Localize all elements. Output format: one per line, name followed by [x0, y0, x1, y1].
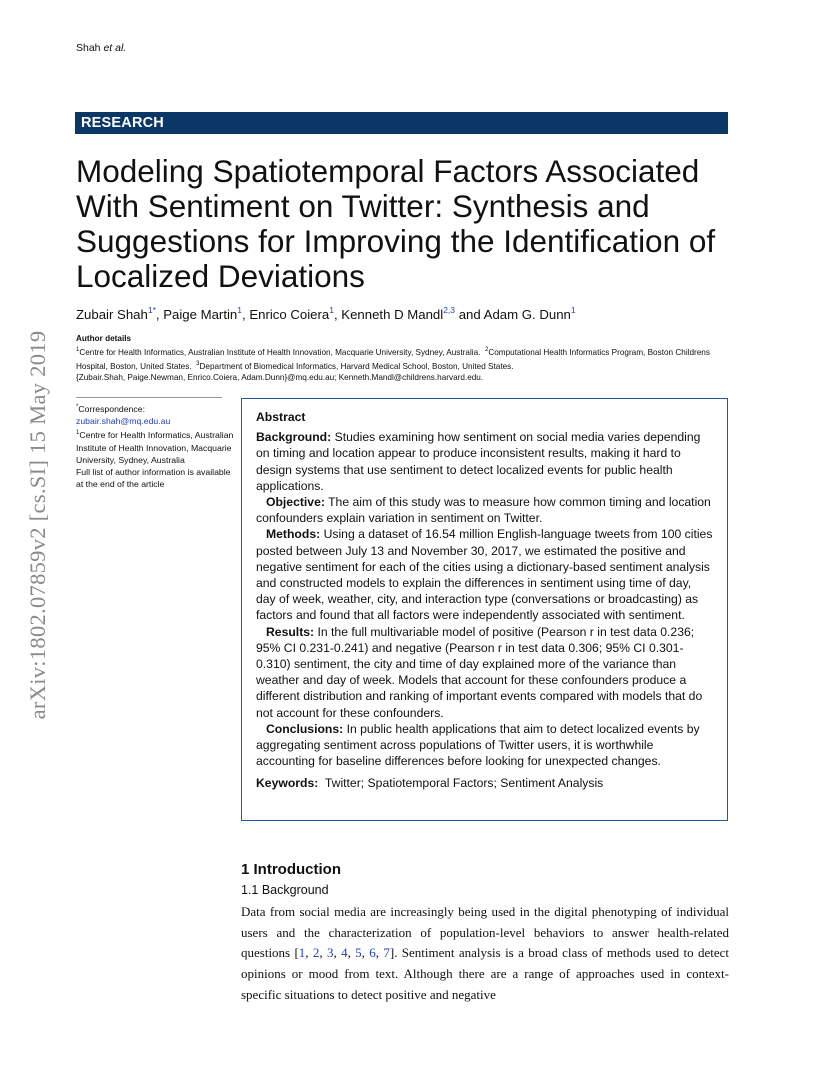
affil-number: 1 [76, 430, 80, 437]
sidebar-more-info: Full list of author information is available at the end of the article [76, 467, 231, 490]
citation-separator: , [375, 945, 384, 961]
abstract-objective-text: The aim of this study was to measure how common timing and location confounders explain variation in sentiment on Twitter. [256, 495, 711, 526]
author-details [76, 345, 731, 384]
sidebar-affiliation: Centre for Health Informatics, Australian Institute of Health Innovation, Macquarie University, Sydney, Australia [76, 430, 234, 465]
paragraph-text: ]. Sentiment analysis is a broad class of methods used to detect opinions or mood from text. Although there are a range of approaches used in context-specific situations to detect positive and negative [241, 945, 729, 1002]
author-affil-link[interactable]: 1 [570, 305, 576, 315]
abstract-results-label: Results: [266, 624, 315, 639]
citation-separator: , [361, 945, 370, 961]
abstract-title: Abstract [256, 410, 306, 424]
citation-separator: , [347, 945, 356, 961]
abstract-results-text: In the full multivariable model of positive (Pearson r in test data 0.236; 95% CI 0.231-0.241) and negative (Pearson r in test data 0.306; 95% CI 0.301-0.310) sentiment, the city and time of day explained more of the variance than weather and day of week. Models that account for these confounders produce a different distribution and ranking of important events compared with models that do not account for these confounders. [256, 624, 703, 720]
arxiv-stamp: arXiv:1802.07859v2 [cs.SI] 15 May 2019 [25, 330, 50, 720]
author-affil-link[interactable]: 2,3 [443, 305, 456, 315]
corr-marker: * [76, 404, 79, 410]
affil-number: 1 [76, 347, 80, 353]
author-affil-link[interactable]: 1* [147, 305, 156, 315]
paper-title: Modeling Spatiotemporal Factors Associated With Sentiment on Twitter: Synthesis and Suggestions for Improving the Identification of Localized Deviations [76, 153, 716, 294]
affil-number: 2 [484, 347, 489, 353]
running-head-etal: et al. [103, 42, 127, 54]
abstract-conclusions-text: In public health applications that aim to detect localized events by aggregating sentiment across populations of Twitter users, it is worthwhile accounting for baseline differences before looking for unexpected changes. [256, 721, 700, 769]
running-head [76, 42, 126, 54]
abstract-conclusions [256, 721, 713, 770]
section-banner-label: RESEARCH [81, 115, 164, 131]
section-banner [75, 112, 728, 134]
author-list: Zubair Shah$^{1*}$, Paige Martin$^1$, Enrico Coiera$^1$, Kenneth D Mandl$^{2,3}$ and Adam G. Dunn$^1$ [76, 305, 576, 322]
corr-label: Correspondence: [78, 404, 145, 414]
abstract-objective-label: Objective: [266, 495, 325, 510]
citation-link[interactable]: 6 [369, 945, 376, 961]
author-name: Enrico Coiera [249, 307, 330, 322]
abstract-results [256, 624, 713, 721]
author-name: Zubair Shah [76, 307, 148, 322]
section-heading: 1 Introduction [241, 861, 341, 878]
abstract-methods-label: Methods: [266, 527, 321, 542]
paragraph-text: Data from social media are increasingly being used in the digital phenotyping of individual users and the characterization of population-level behaviors to answer health-related questions [ [241, 904, 729, 961]
author-affil-link[interactable]: 1 [329, 305, 334, 315]
citation-link[interactable]: 7 [383, 945, 390, 961]
citation-separator: , [305, 945, 313, 961]
author-name: Paige Martin [163, 307, 238, 322]
abstract-methods [256, 526, 713, 623]
affiliation-text: Computational Health Informatics Program, Boston Childrens Hospital, Boston, United States. [76, 348, 710, 371]
author-emails: {Zubair.Shah, Paige.Newman, Enrico.Coiera, Adam.Dunn}@mq.edu.au; Kenneth.Mandl@childrens.harvard.edu. [76, 373, 484, 382]
abstract-methods-text: Using a dataset of 16.54 million English-language tweets from 100 cities posted between July 13 and November 30, 2017, we estimated the positive and negative sentiment for each of the cities using a dictionary-based sentiment analysis and constructed models to explain the differences in sentiment using time of day, day of week, weather, city, and interaction type (conversations or broadcasting) as factors and found that all factors were independently associated with sentiment. [256, 527, 713, 623]
citation-separator: , [333, 945, 342, 961]
author-name: Kenneth D Mandl [341, 307, 444, 322]
intro-paragraph [241, 902, 729, 1006]
author-affil-link[interactable]: 1 [237, 305, 242, 315]
citation-link[interactable]: 1 [298, 945, 306, 961]
affiliation-text: Centre for Health Informatics, Australian Institute of Health Innovation, Macquarie University, Sydney, Australia. [79, 348, 481, 357]
author-conjunction: and [458, 307, 481, 322]
citation-link[interactable]: 4 [341, 945, 348, 961]
citation-separator: , [319, 945, 327, 961]
sidebar-divider [76, 397, 222, 398]
keywords-text: Twitter; Spatiotemporal Factors; Sentiment Analysis [324, 776, 604, 791]
abstract-conclusions-label: Conclusions: [266, 721, 344, 736]
author-details-label: Author details [76, 334, 132, 343]
citation-link[interactable]: 5 [355, 945, 362, 961]
citation-link[interactable]: 3 [326, 945, 334, 961]
affil-number: 3 [196, 360, 200, 367]
abstract-background-label: Background: [256, 430, 332, 445]
correspondence-email-link[interactable]: zubair.shah@mq.edu.au [76, 416, 171, 427]
subsection-heading: 1.1 Background [241, 883, 329, 897]
abstract-box [241, 398, 728, 821]
affiliation-text: Department of Biomedical Informatics, Harvard Medical School, Boston, United States. [199, 361, 514, 371]
abstract-objective [256, 494, 713, 526]
running-head-name: Shah [76, 42, 101, 54]
citation-link[interactable]: 2 [312, 945, 320, 961]
abstract-keywords [256, 775, 713, 791]
correspondence-sidebar [76, 401, 236, 490]
abstract-background [256, 429, 713, 494]
author-name: Adam G. Dunn [483, 307, 571, 322]
keywords-label: Keywords: [256, 776, 319, 791]
abstract-background-text: Studies examining how sentiment on social media varies depending on timing and location appear to produce inconsistent results, making it hard to design systems that use sentiment to detect localized events for public health applications. [256, 430, 701, 493]
